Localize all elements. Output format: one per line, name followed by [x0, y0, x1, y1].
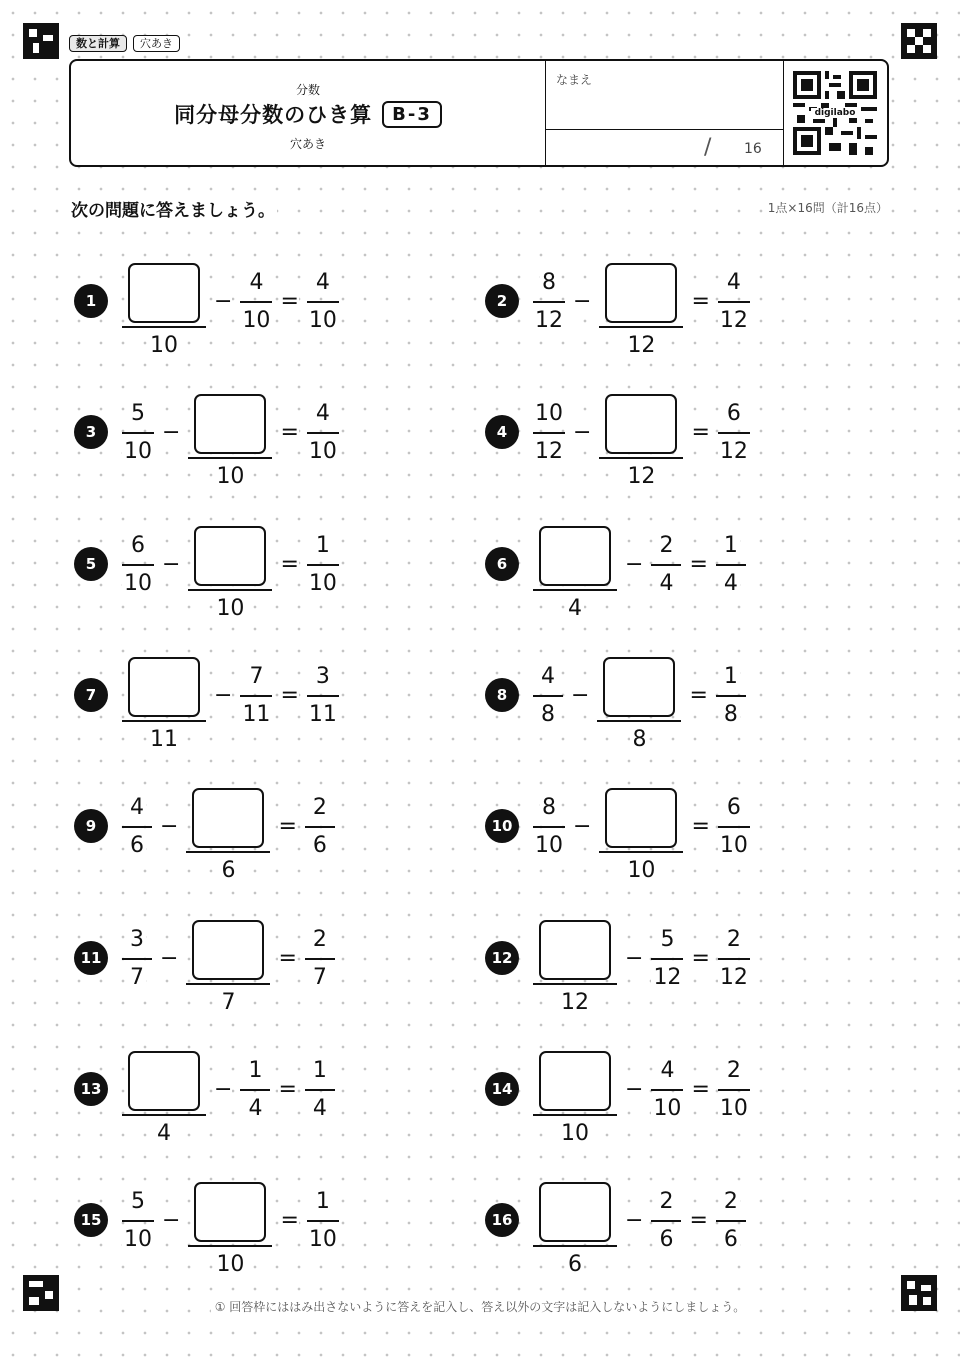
minus-operator: − [573, 420, 592, 445]
denominator: 4 [659, 571, 674, 596]
minus-operator: − [625, 552, 644, 577]
minus-operator: − [214, 1077, 233, 1102]
fraction-with-blank [186, 788, 270, 885]
problem-number: 7 [74, 678, 108, 712]
score-total: 16 [744, 141, 762, 157]
footer-text: ① 回答枠にははみ出さないように答えを記入し、答え以外の文字は記入しないようにしましょう。 [211, 1300, 750, 1314]
answer-box[interactable] [194, 526, 266, 586]
answer-box[interactable] [605, 394, 677, 454]
answer-box[interactable] [192, 920, 264, 980]
fraction [533, 269, 565, 335]
problem-number: 10 [485, 809, 519, 843]
fraction-with-blank [122, 657, 206, 754]
fraction-with-blank [533, 920, 617, 1017]
denominator: 8 [541, 702, 555, 727]
equals-operator: = [280, 420, 299, 445]
fraction [122, 532, 154, 598]
fraction [651, 1188, 681, 1254]
fraction [533, 663, 563, 729]
minus-operator: − [162, 420, 181, 445]
problem-16 [485, 1171, 825, 1277]
answer-box[interactable] [539, 1051, 611, 1111]
numerator: 4 [130, 795, 144, 820]
equation [118, 1040, 339, 1146]
denominator: 12 [653, 965, 682, 990]
variant-label: 穴あき [289, 137, 326, 151]
denominator: 7 [312, 965, 327, 990]
category-tag: 数と計算 [69, 35, 127, 52]
tag-row [69, 35, 180, 52]
answer-box[interactable] [194, 1182, 266, 1242]
fraction-bar [533, 826, 565, 828]
points-note: 1点×16問（計16点） [767, 201, 888, 215]
corner-marker-top-right [901, 23, 937, 59]
denominator: 10 [150, 332, 178, 358]
denominator: 6 [659, 1227, 674, 1252]
numerator: 10 [535, 401, 563, 426]
fraction-bar [533, 695, 563, 697]
numerator: 5 [131, 1189, 145, 1214]
fraction-with-blank [186, 920, 270, 1017]
problem-number: 5 [74, 547, 108, 581]
fraction-with-blank [188, 394, 272, 491]
fraction-bar [240, 1089, 270, 1091]
worksheet-header [69, 59, 889, 167]
answer-box[interactable] [192, 788, 264, 848]
denominator: 6 [568, 1251, 582, 1277]
numerator: 8 [542, 795, 556, 820]
denominator: 10 [308, 308, 337, 333]
numerator: 2 [726, 1058, 741, 1083]
equation [118, 515, 343, 621]
fraction-bar [651, 958, 683, 960]
fraction-bar [305, 958, 335, 960]
fraction-bar [240, 301, 272, 303]
denominator: 12 [719, 308, 748, 333]
equals-operator: = [278, 946, 297, 971]
numerator: 1 [723, 533, 738, 558]
denominator: 10 [719, 1096, 748, 1121]
problem-5 [74, 515, 414, 621]
fraction-with-blank [188, 526, 272, 623]
equals-operator: = [691, 420, 710, 445]
numerator: 5 [660, 927, 675, 952]
problem-number: 4 [485, 415, 519, 449]
fraction-bar [651, 564, 681, 566]
equation [529, 777, 754, 883]
fraction [240, 269, 272, 335]
fraction-bar [188, 457, 272, 459]
fraction [718, 1057, 750, 1123]
fraction [716, 663, 746, 729]
fraction [240, 663, 272, 729]
denominator: 10 [308, 439, 337, 464]
denominator: 10 [308, 571, 337, 596]
score-slash: / [704, 135, 712, 160]
denominator: 8 [632, 726, 647, 752]
fraction-bar [307, 695, 339, 697]
denominator: 6 [221, 857, 236, 883]
problem-1 [74, 252, 414, 358]
equation [529, 515, 750, 621]
name-divider [546, 129, 783, 130]
equation [118, 252, 343, 358]
problem-13 [74, 1040, 414, 1146]
fraction-bar [122, 326, 206, 328]
numerator: 1 [315, 1189, 330, 1214]
problem-number: 1 [74, 284, 108, 318]
equals-operator: = [280, 552, 299, 577]
footer-note [0, 1298, 960, 1315]
numerator: 2 [726, 927, 741, 952]
equals-operator: = [691, 946, 710, 971]
fraction [307, 269, 339, 335]
problem-number: 3 [74, 415, 108, 449]
minus-operator: − [571, 683, 590, 708]
numerator: 1 [315, 533, 330, 558]
numerator: 4 [726, 270, 741, 295]
fraction [122, 794, 152, 860]
numerator: 2 [659, 533, 674, 558]
denominator: 10 [719, 833, 748, 858]
page-title: 同分母分数のひき算 [174, 103, 373, 127]
equation [529, 1040, 754, 1146]
problem-number: 9 [74, 809, 108, 843]
problem-6 [485, 515, 825, 621]
fraction-bar [122, 826, 152, 828]
fraction [533, 400, 565, 466]
minus-operator: − [573, 814, 592, 839]
fraction-bar [533, 1114, 617, 1116]
fraction-bar [122, 720, 206, 722]
fraction [651, 1057, 683, 1123]
denominator: 6 [130, 833, 144, 858]
problem-8 [485, 646, 825, 752]
problem-number: 8 [485, 678, 519, 712]
denominator: 10 [561, 1120, 589, 1146]
qr-label: digilabo [811, 108, 859, 118]
fraction [122, 400, 154, 466]
problem-15 [74, 1171, 414, 1277]
denominator: 10 [653, 1096, 682, 1121]
equation [529, 646, 750, 752]
fraction-bar [533, 1245, 617, 1247]
equals-operator: = [691, 814, 710, 839]
denominator: 10 [124, 571, 152, 596]
equals-operator: = [280, 289, 299, 314]
answer-box[interactable] [194, 394, 266, 454]
numerator: 1 [248, 1058, 263, 1083]
equals-operator: = [689, 552, 708, 577]
denominator: 7 [221, 989, 236, 1015]
minus-operator: − [214, 289, 233, 314]
equation [118, 646, 343, 752]
fraction-with-blank [599, 788, 683, 885]
denominator: 12 [719, 965, 748, 990]
fraction-bar [716, 564, 746, 566]
numerator: 8 [542, 270, 556, 295]
denominator: 10 [124, 439, 152, 464]
equals-operator: = [278, 1077, 297, 1102]
fraction-bar [305, 1089, 335, 1091]
equals-operator: = [280, 683, 299, 708]
fraction-bar [599, 851, 683, 853]
fraction-with-blank [122, 263, 206, 360]
fraction-with-blank [122, 1051, 206, 1148]
numerator: 4 [315, 270, 330, 295]
denominator: 11 [150, 726, 178, 752]
fraction [305, 926, 335, 992]
denominator: 10 [216, 1251, 245, 1277]
equation [118, 383, 343, 489]
denominator: 12 [535, 308, 563, 333]
denominator: 6 [312, 833, 327, 858]
name-area [545, 61, 784, 165]
equation [529, 909, 754, 1015]
fraction-bar [718, 1089, 750, 1091]
equation [118, 909, 339, 1015]
numerator: 3 [130, 927, 144, 952]
problem-11 [74, 909, 414, 1015]
equation [118, 1171, 343, 1277]
fraction-bar [533, 432, 565, 434]
fraction-bar [122, 1220, 154, 1222]
denominator: 12 [627, 463, 656, 489]
denominator: 4 [312, 1096, 327, 1121]
equals-operator: = [689, 683, 708, 708]
numerator: 4 [660, 1058, 675, 1083]
numerator: 6 [726, 795, 741, 820]
denominator: 10 [216, 595, 245, 621]
fraction [651, 532, 681, 598]
fraction [718, 926, 750, 992]
title-row [71, 99, 545, 129]
equals-operator: = [691, 289, 710, 314]
problem-number: 11 [74, 941, 108, 975]
fraction-bar [599, 457, 683, 459]
fraction-with-blank [533, 1182, 617, 1279]
fraction-bar [718, 301, 750, 303]
level-badge: B-3 [382, 101, 442, 128]
fraction [533, 794, 565, 860]
problem-number: 6 [485, 547, 519, 581]
fraction-bar [716, 1220, 746, 1222]
fraction-bar [307, 1220, 339, 1222]
denominator: 4 [248, 1096, 263, 1121]
answer-box[interactable] [539, 526, 611, 586]
fraction [718, 269, 750, 335]
equals-operator: = [689, 1208, 708, 1233]
denominator: 12 [561, 989, 589, 1015]
problem-number: 12 [485, 941, 519, 975]
minus-operator: − [625, 1077, 644, 1102]
minus-operator: − [625, 1208, 644, 1233]
numerator: 4 [541, 664, 555, 689]
fraction-with-blank [533, 1051, 617, 1148]
fraction-bar [122, 1114, 206, 1116]
fraction-bar [188, 589, 272, 591]
problem-2 [485, 252, 825, 358]
numerator: 2 [312, 795, 327, 820]
equation [529, 1171, 750, 1277]
answer-box[interactable] [605, 788, 677, 848]
problem-number: 13 [74, 1072, 108, 1106]
answer-box[interactable] [539, 1182, 611, 1242]
answer-box[interactable] [539, 920, 611, 980]
fraction-bar [305, 826, 335, 828]
fraction-bar [718, 432, 750, 434]
denominator: 6 [723, 1227, 738, 1252]
denominator: 10 [124, 1227, 152, 1252]
minus-operator: − [573, 289, 592, 314]
fraction-bar [307, 564, 339, 566]
fraction-bar [122, 958, 152, 960]
fraction-bar [533, 301, 565, 303]
fraction [716, 532, 746, 598]
numerator: 1 [312, 1058, 327, 1083]
problem-4 [485, 383, 825, 489]
denominator: 12 [535, 439, 563, 464]
problem-3 [74, 383, 414, 489]
answer-box[interactable] [605, 263, 677, 323]
numerator: 1 [723, 664, 738, 689]
denominator: 10 [308, 1227, 337, 1252]
fraction-with-blank [533, 526, 617, 623]
fraction-bar [718, 826, 750, 828]
numerator: 4 [315, 401, 330, 426]
title-area [71, 61, 545, 165]
fraction-bar [533, 589, 617, 591]
equals-operator: = [280, 1208, 299, 1233]
fraction-bar [716, 695, 746, 697]
denominator: 12 [719, 439, 748, 464]
denominator: 4 [568, 595, 582, 621]
fraction [651, 926, 683, 992]
fraction-bar [188, 1245, 272, 1247]
numerator: 2 [312, 927, 327, 952]
answer-box[interactable] [128, 657, 200, 717]
minus-operator: − [162, 552, 181, 577]
fraction-bar [186, 851, 270, 853]
problem-number: 15 [74, 1203, 108, 1237]
problem-12 [485, 909, 825, 1015]
fraction-with-blank [597, 657, 681, 754]
minus-operator: − [162, 1208, 181, 1233]
equation [529, 252, 754, 358]
answer-box[interactable] [603, 657, 675, 717]
denominator: 4 [157, 1120, 171, 1146]
equation [118, 777, 339, 883]
numerator: 2 [659, 1189, 674, 1214]
minus-operator: − [214, 683, 233, 708]
fraction-bar [240, 695, 272, 697]
fraction [718, 400, 750, 466]
subject-label: 分数 [295, 83, 320, 97]
numerator: 6 [131, 533, 145, 558]
fraction-bar [307, 301, 339, 303]
fraction-bar [533, 983, 617, 985]
denominator: 8 [723, 702, 738, 727]
fraction [718, 794, 750, 860]
numerator: 3 [315, 664, 330, 689]
denominator: 11 [308, 702, 337, 727]
fraction [240, 1057, 270, 1123]
problem-number: 2 [485, 284, 519, 318]
denominator: 7 [130, 965, 144, 990]
instruction-text: 次の問題に答えましょう。 [69, 196, 277, 221]
equals-operator: = [278, 814, 297, 839]
problem-10 [485, 777, 825, 883]
fraction-bar [186, 983, 270, 985]
minus-operator: − [160, 814, 179, 839]
name-label: なまえ [556, 73, 593, 87]
fraction [305, 794, 335, 860]
denominator: 10 [242, 308, 271, 333]
fraction [122, 1188, 154, 1254]
denominator: 10 [627, 857, 656, 883]
problem-14 [485, 1040, 825, 1146]
problem-number: 14 [485, 1072, 519, 1106]
minus-operator: − [625, 946, 644, 971]
fraction-bar [651, 1220, 681, 1222]
answer-box[interactable] [128, 263, 200, 323]
numerator: 7 [249, 664, 264, 689]
equation [529, 383, 754, 489]
problem-7 [74, 646, 414, 752]
fraction [716, 1188, 746, 1254]
fraction [307, 400, 339, 466]
fraction-bar [307, 432, 339, 434]
numerator: 6 [726, 401, 741, 426]
fraction-bar [597, 720, 681, 722]
fraction-bar [651, 1089, 683, 1091]
equals-operator: = [691, 1077, 710, 1102]
variant-tag: 穴あき [133, 35, 180, 52]
fraction [307, 532, 339, 598]
numerator: 4 [249, 270, 264, 295]
denominator: 10 [216, 463, 245, 489]
denominator: 11 [242, 702, 271, 727]
problem-9 [74, 777, 414, 883]
fraction-bar [718, 958, 750, 960]
fraction-with-blank [599, 263, 683, 360]
fraction-bar [599, 326, 683, 328]
answer-box[interactable] [128, 1051, 200, 1111]
minus-operator: − [160, 946, 179, 971]
fraction-bar [122, 432, 154, 434]
fraction [307, 663, 339, 729]
numerator: 2 [723, 1189, 738, 1214]
fraction-with-blank [599, 394, 683, 491]
fraction-bar [122, 564, 154, 566]
denominator: 4 [723, 571, 738, 596]
fraction [122, 926, 152, 992]
corner-marker-top-left [23, 23, 59, 59]
fraction-with-blank [188, 1182, 272, 1279]
numerator: 5 [131, 401, 145, 426]
problem-number: 16 [485, 1203, 519, 1237]
fraction [305, 1057, 335, 1123]
fraction [307, 1188, 339, 1254]
denominator: 12 [627, 332, 656, 358]
denominator: 10 [535, 833, 563, 858]
